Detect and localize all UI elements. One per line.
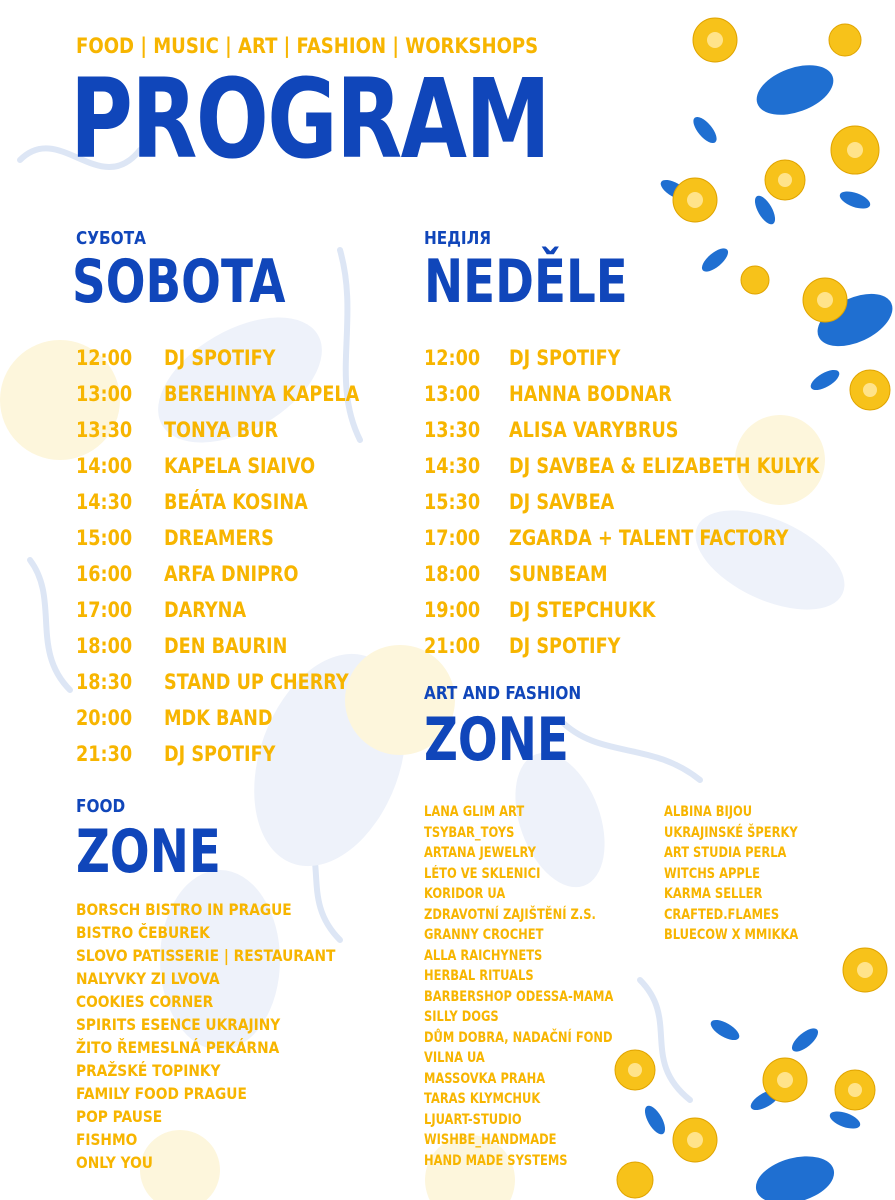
- art-vendor-item: UKRAJINSKÉ ŠPERKY: [664, 824, 798, 841]
- schedule-row: [76, 381, 396, 417]
- schedule-row: [424, 417, 844, 453]
- saturday-title: SOBOTA: [72, 247, 286, 317]
- schedule-act: DJ SPOTIFY: [164, 742, 276, 766]
- schedule-row: [424, 453, 844, 489]
- schedule-time: 13:00: [424, 382, 481, 406]
- food-vendor-item: SLOVO PATISSERIE | RESTAURANT: [76, 946, 336, 965]
- schedule-row: [76, 417, 396, 453]
- schedule-act: ZGARDA + TALENT FACTORY: [509, 526, 789, 550]
- art-vendor-item: ALLA RAICHYNETS: [424, 947, 543, 964]
- schedule-act: BEÁTA KOSINA: [164, 490, 308, 514]
- food-vendor-item: ONLY YOU: [76, 1153, 153, 1172]
- food-zone-label: FOOD: [76, 796, 126, 817]
- schedule-time: 15:00: [76, 526, 133, 550]
- art-vendor-item: LANA GLIM ART: [424, 804, 525, 820]
- schedule-time: 18:00: [424, 562, 481, 586]
- schedule-time: 14:30: [424, 454, 481, 478]
- food-vendor-item: FISHMO: [76, 1130, 138, 1149]
- saturday-schedule: [76, 345, 396, 777]
- schedule-row: [424, 345, 844, 381]
- food-vendor-item: BISTRO ČEBUREK: [76, 923, 210, 942]
- art-vendor-item: MASSOVKA PRAHA: [424, 1070, 546, 1087]
- schedule-act: TONYA BUR: [164, 418, 279, 442]
- art-vendor-item: TARAS KLYMCHUK: [424, 1091, 541, 1107]
- art-vendor-item: LÉTO VE SKLENICI: [424, 865, 541, 882]
- art-zone-label: ART AND FASHION: [424, 683, 582, 704]
- art-vendor-item: DŮM DOBRA, NADAČNÍ FOND: [424, 1029, 613, 1046]
- schedule-time: 20:00: [76, 706, 133, 730]
- food-vendor-item: SPIRITS ESENCE UKRAJINY: [76, 1015, 281, 1034]
- schedule-act: ARFA DNIPRO: [164, 562, 299, 586]
- schedule-time: 21:00: [424, 634, 481, 658]
- schedule-act: KAPELA SIAIVO: [164, 454, 316, 478]
- schedule-time: 18:30: [76, 670, 133, 694]
- schedule-act: DJ STEPCHUKK: [509, 598, 656, 622]
- food-vendor-item: NALYVKY ZI LVOVA: [76, 969, 220, 988]
- schedule-time: 14:00: [76, 454, 133, 478]
- schedule-act: DEN BAURIN: [164, 634, 288, 658]
- art-vendor-item: TSYBAR_TOYS: [424, 824, 515, 841]
- art-vendor-item: HAND MADE SYSTEMS: [424, 1152, 568, 1169]
- sunday-title: NEDĚLE: [424, 247, 628, 317]
- schedule-act: DJ SAVBEA: [509, 490, 615, 514]
- art-vendor-item: GRANNY CROCHET: [424, 927, 544, 943]
- schedule-act: DJ SPOTIFY: [509, 346, 621, 370]
- schedule-row: [424, 597, 844, 633]
- art-vendor-item: SILLY DOGS: [424, 1009, 499, 1025]
- sunday-schedule: [424, 345, 844, 669]
- schedule-act: STAND UP CHERRY: [164, 670, 349, 694]
- schedule-act: SUNBEAM: [509, 562, 608, 586]
- food-vendor-item: ŽITO ŘEMESLNÁ PEKÁRNA: [76, 1038, 280, 1057]
- schedule-row: [424, 489, 844, 525]
- saturday-native-label: СУБОТА: [76, 228, 146, 249]
- schedule-time: 17:00: [424, 526, 481, 550]
- art-zone-title: ZONE: [424, 705, 569, 775]
- schedule-row: [424, 381, 844, 417]
- food-vendor-item: FAMILY FOOD PRAGUE: [76, 1084, 247, 1103]
- schedule-time: 12:00: [76, 346, 133, 370]
- schedule-row: [76, 453, 396, 489]
- art-vendor-item: HERBAL RITUALS: [424, 968, 534, 984]
- page-title: PROGRAM: [70, 55, 550, 183]
- schedule-row: [76, 597, 396, 633]
- schedule-row: [76, 633, 396, 669]
- food-vendor-item: PRAŽSKÉ TOPINKY: [76, 1061, 221, 1080]
- food-vendor-item: COOKIES CORNER: [76, 992, 214, 1011]
- schedule-row: [76, 525, 396, 561]
- art-vendor-item: ALBINA BIJOU: [664, 804, 753, 820]
- schedule-row: [424, 633, 844, 669]
- art-vendor-item: VILNA UA: [424, 1050, 485, 1066]
- schedule-time: 18:00: [76, 634, 133, 658]
- art-vendor-item: KARMA SELLER: [664, 886, 763, 902]
- schedule-act: HANNA BODNAR: [509, 382, 672, 406]
- schedule-act: MDK BAND: [164, 706, 273, 730]
- schedule-time: 16:00: [76, 562, 133, 586]
- schedule-time: 19:00: [424, 598, 481, 622]
- art-vendor-list-column-2: [664, 805, 828, 949]
- schedule-act: BEREHINYA KAPELA: [164, 382, 360, 406]
- art-vendor-item: LJUART-STUDIO: [424, 1111, 522, 1128]
- schedule-act: DJ SPOTIFY: [164, 346, 276, 370]
- event-tagline: FOOD | MUSIC | ART | FASHION | WORKSHOPS: [76, 34, 539, 58]
- art-vendor-item: KORIDOR UA: [424, 886, 506, 902]
- schedule-time: 14:30: [76, 490, 133, 514]
- schedule-row: [76, 561, 396, 597]
- food-vendor-list: [76, 902, 378, 1178]
- art-vendor-item: ZDRAVOTNÍ ZAJIŠTĚNÍ Z.S.: [424, 906, 596, 923]
- art-vendor-item: WITCHS APPLE: [664, 865, 760, 882]
- art-vendor-item: WISHBE_HANDMADE: [424, 1132, 557, 1148]
- art-vendor-list-column-1: [424, 805, 655, 1174]
- schedule-row: [76, 345, 396, 381]
- schedule-act: DJ SPOTIFY: [509, 634, 621, 658]
- schedule-row: [424, 561, 844, 597]
- food-vendor-item: BORSCH BISTRO IN PRAGUE: [76, 900, 292, 919]
- schedule-act: ALISA VARYBRUS: [509, 418, 679, 442]
- schedule-act: DREAMERS: [164, 526, 274, 550]
- art-vendor-item: ARTANA JEWELRY: [424, 845, 536, 861]
- food-vendor-item: POP PAUSE: [76, 1107, 163, 1126]
- food-zone-title: ZONE: [76, 817, 221, 887]
- schedule-act: DJ SAVBEA & ELIZABETH KULYK: [509, 454, 820, 478]
- art-vendor-item: BARBERSHOP ODESSA-MAMA: [424, 988, 614, 1005]
- art-vendor-item: CRAFTED.FLAMES: [664, 906, 780, 923]
- schedule-time: 13:30: [424, 418, 481, 442]
- schedule-row: [76, 705, 396, 741]
- schedule-act: DARYNA: [164, 598, 247, 622]
- art-vendor-item: ART STUDIA PERLA: [664, 845, 787, 861]
- sunday-native-label: НЕДІЛЯ: [424, 228, 492, 249]
- schedule-time: 21:30: [76, 742, 133, 766]
- schedule-row: [76, 741, 396, 777]
- schedule-row: [76, 489, 396, 525]
- art-vendor-item: BLUECOW X MMIKKA: [664, 927, 799, 943]
- schedule-time: 13:30: [76, 418, 133, 442]
- schedule-row: [76, 669, 396, 705]
- schedule-time: 15:30: [424, 490, 481, 514]
- schedule-row: [424, 525, 844, 561]
- schedule-time: 17:00: [76, 598, 133, 622]
- schedule-time: 13:00: [76, 382, 133, 406]
- schedule-time: 12:00: [424, 346, 481, 370]
